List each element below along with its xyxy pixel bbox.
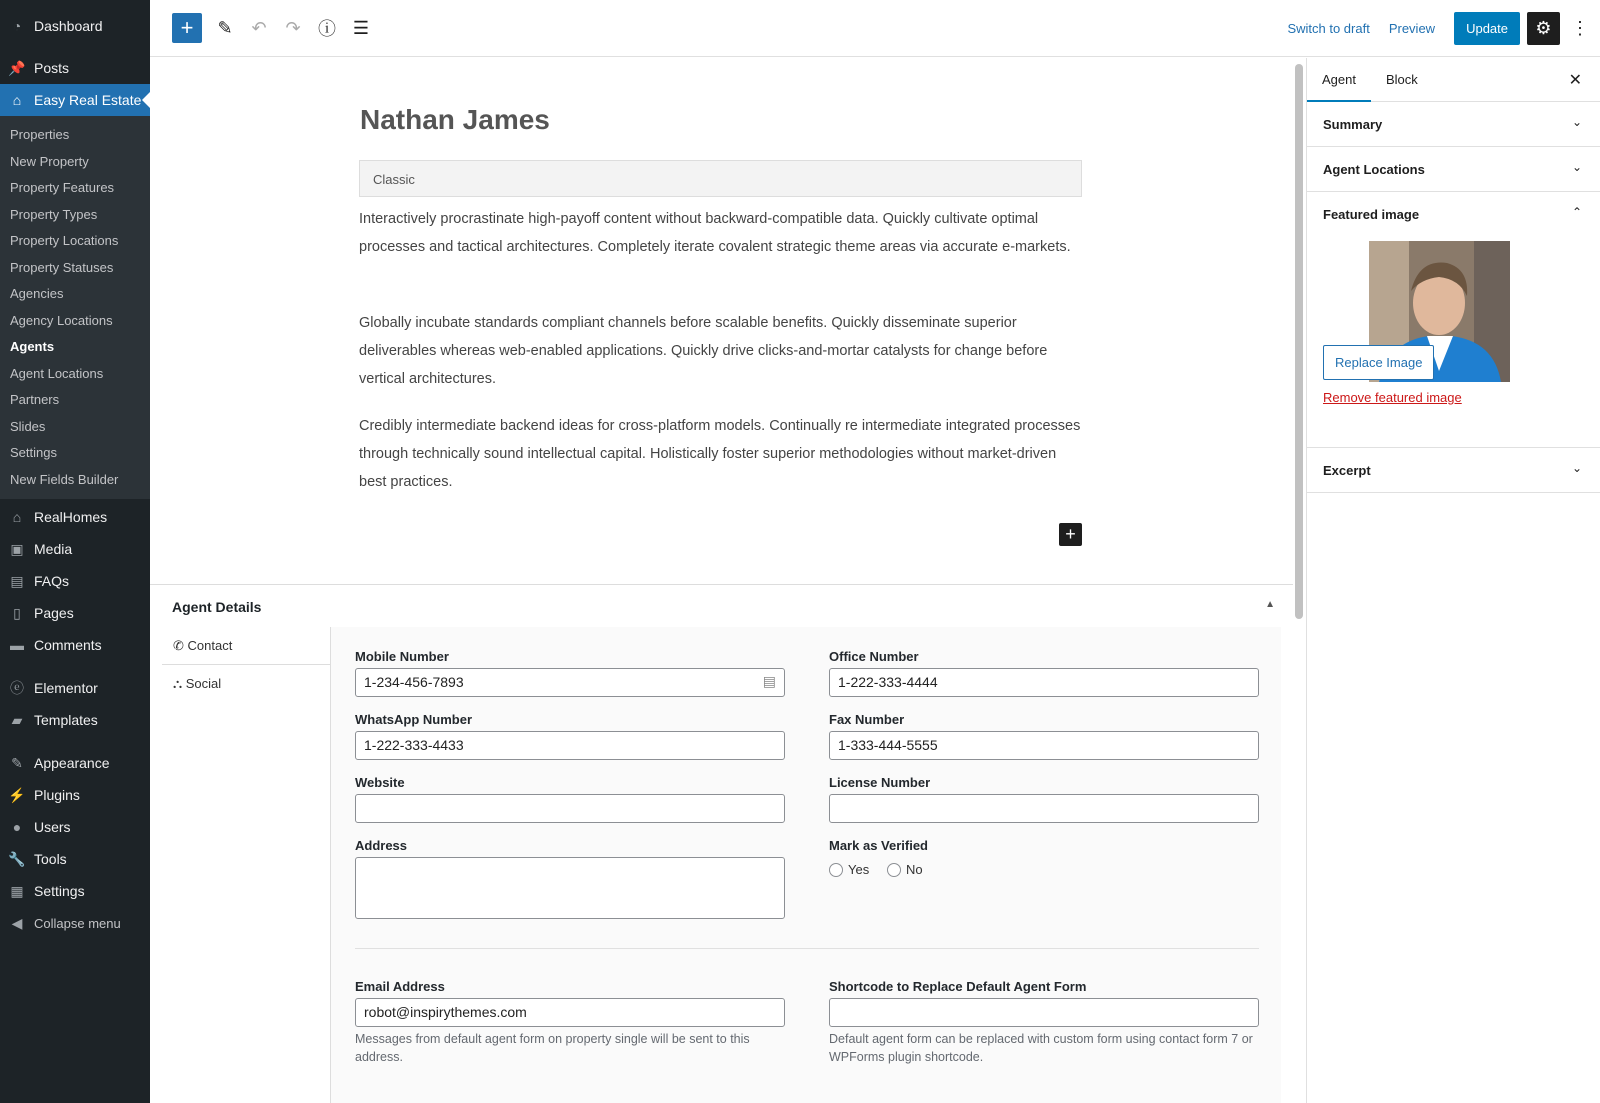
section-title: Summary — [1323, 117, 1383, 132]
menu-label: Media — [34, 541, 73, 557]
close-icon[interactable]: ✕ — [1568, 72, 1582, 89]
dashboard-icon: ◔ — [12, 18, 22, 34]
menu-media[interactable] — [0, 533, 150, 565]
menu-label: Templates — [34, 712, 98, 728]
list-view-icon[interactable]: ☰ — [352, 17, 370, 38]
menu-label: Comments — [34, 637, 102, 653]
section-summary[interactable] — [1307, 102, 1600, 147]
submenu-agencies[interactable]: Agencies — [10, 286, 64, 301]
submenu-agent-locations[interactable]: Agent Locations — [10, 365, 104, 381]
section-title: Excerpt — [1323, 463, 1371, 478]
info-icon[interactable]: ⓘ — [318, 19, 336, 39]
paragraph[interactable]: Interactively procrastinate high-payoff content without backward-compatible data. Quickly cultivate optimal processes and tactical architectures. Completely iterate covalent strategic theme areas via accurate e-markets. — [359, 211, 1071, 255]
submenu-partners[interactable]: Partners — [10, 392, 60, 407]
email-help: Messages from default agent form on property single will be sent to this address. — [355, 1032, 750, 1064]
section-title: Agent Locations — [1323, 162, 1425, 177]
website-input[interactable] — [355, 794, 785, 823]
tab-label: Social — [185, 676, 222, 691]
email-label: Email Address — [355, 979, 445, 994]
office-label: Office Number — [829, 649, 919, 664]
menu-plugins[interactable] — [0, 779, 150, 811]
submenu-agents[interactable]: Agents — [10, 339, 55, 354]
menu-label: Elementor — [34, 680, 98, 696]
menu-templates[interactable] — [0, 704, 150, 736]
admin-sidebar — [0, 0, 150, 1103]
mobile-number-input[interactable] — [355, 668, 785, 697]
radio-label: Yes — [848, 862, 870, 877]
shortcode-input[interactable] — [829, 998, 1259, 1027]
verified-yes-radio[interactable] — [829, 862, 869, 877]
add-block-inline-button[interactable]: + — [1059, 523, 1082, 546]
menu-label: Settings — [34, 883, 85, 899]
preview-button[interactable]: Preview — [1388, 21, 1436, 36]
menu-comments[interactable] — [0, 629, 150, 661]
submenu-new-fields-builder[interactable]: New Fields Builder — [10, 471, 119, 487]
menu-settings[interactable] — [0, 875, 150, 907]
menu-elementor[interactable] — [0, 672, 150, 704]
settings-panel — [1306, 58, 1600, 1103]
address-label: Address — [355, 838, 408, 853]
website-label: Website — [355, 775, 405, 790]
menu-pages[interactable] — [0, 597, 150, 629]
menu-easy-real-estate[interactable] — [0, 84, 150, 116]
menu-label: FAQs — [34, 573, 70, 589]
submenu-property-features[interactable]: Property Features — [10, 180, 115, 195]
submenu-property-locations[interactable]: Property Locations — [10, 233, 119, 248]
menu-users[interactable] — [0, 811, 150, 843]
house-icon: ⌂ — [12, 509, 22, 525]
menu-label: Collapse menu — [34, 915, 121, 931]
section-agent-locations[interactable] — [1307, 147, 1600, 192]
wrench-icon: 🔧 — [8, 851, 26, 867]
plug-icon: ⚡ — [8, 787, 26, 803]
media-icon: ▣ — [10, 541, 24, 557]
pin-icon: 📌 — [8, 60, 26, 76]
shortcode-label: Shortcode to Replace Default Agent Form — [829, 979, 1087, 994]
submenu-new-property[interactable]: New Property — [10, 153, 89, 169]
update-button[interactable]: Update — [1454, 12, 1520, 45]
license-number-input[interactable] — [829, 794, 1259, 823]
collapse-menu[interactable] — [0, 907, 150, 939]
section-featured-image — [1307, 192, 1600, 448]
section-excerpt[interactable] — [1307, 448, 1600, 493]
submenu-properties[interactable]: Properties — [10, 127, 70, 142]
radio-label: No — [906, 862, 923, 877]
comments-icon: ▤ — [10, 573, 24, 589]
whatsapp-number-input[interactable]: 1-222-333-4433 — [355, 731, 785, 760]
menu-realhomes[interactable] — [0, 501, 150, 533]
license-label: License Number — [829, 775, 931, 790]
submenu-property-statuses[interactable]: Property Statuses — [10, 259, 114, 275]
contact-card-icon: ▤ — [762, 673, 776, 689]
tab-contact[interactable] — [162, 627, 330, 665]
menu-faqs[interactable] — [0, 565, 150, 597]
chevron-down-icon: ⌄ — [1571, 115, 1582, 129]
tab-agent[interactable]: Agent — [1307, 58, 1371, 102]
menu-dashboard[interactable] — [0, 10, 150, 42]
contact-fields — [331, 627, 1281, 1103]
folder-icon: ▰ — [11, 712, 23, 728]
metabox-header[interactable] — [150, 585, 1293, 627]
panel-tabs — [1307, 58, 1600, 102]
paragraph[interactable]: Globally incubate standards compliant channels before scalable benefits. Quickly disseminate superior deliverables whereas web-enabled applications. Quickly drive clicks-and-mortar catalysts for change before vertical architectures. — [359, 315, 1048, 387]
chevron-up-icon: ⌃ — [1571, 205, 1582, 219]
featured-image-header[interactable] — [1307, 192, 1600, 237]
editor-scrollbar[interactable] — [1295, 64, 1303, 619]
tab-label: Contact — [187, 638, 233, 653]
mobile-label: Mobile Number — [355, 649, 449, 664]
redo-icon[interactable]: ↷ — [285, 17, 301, 38]
menu-label: Users — [34, 819, 71, 835]
editor-canvas — [150, 58, 1293, 1103]
email-input[interactable]: robot@inspirythemes.com — [355, 998, 785, 1027]
submenu-agency-locations[interactable]: Agency Locations — [10, 312, 113, 328]
chevron-down-icon: ⌄ — [1571, 461, 1582, 475]
add-block-button[interactable]: + — [172, 13, 202, 43]
post-title[interactable]: Nathan James — [360, 104, 550, 135]
radio-circle[interactable] — [829, 863, 843, 877]
verified-label: Mark as Verified — [829, 838, 928, 853]
fax-label: Fax Number — [829, 712, 905, 727]
submenu-settings[interactable]: Settings — [10, 445, 57, 460]
collapse-arrow-icon[interactable]: ▲ — [1265, 599, 1275, 610]
paragraph[interactable]: Credibly intermediate backend ideas for cross-platform models. Continually re intermediate integrated processes through technically sound intellectual capital. Holistically foster superior methodologies without market-driven best practices. — [359, 418, 1081, 490]
menu-appearance[interactable] — [0, 747, 150, 779]
undo-icon[interactable]: ↶ — [251, 17, 267, 38]
more-options-icon[interactable]: ⋮ — [1571, 18, 1589, 38]
tab-block[interactable]: Block — [1385, 72, 1418, 87]
menu-label: Tools — [34, 851, 67, 867]
menu-label: Plugins — [34, 787, 80, 803]
settings-gear-icon[interactable]: ⚙ — [1527, 12, 1560, 45]
menu-label: Pages — [34, 605, 74, 621]
elementor-icon: ⓔ — [10, 680, 24, 696]
house-check-icon: ⌂ — [12, 92, 22, 108]
comment-icon: ▬ — [10, 637, 24, 653]
menu-tools[interactable] — [0, 843, 150, 875]
fax-number-input[interactable]: 1-333-444-5555 — [829, 731, 1259, 760]
phone-icon: ✆ — [173, 638, 188, 653]
shortcode-help: Default agent form can be replaced with custom form using contact form 7 or WPForms plugin shortcode. — [829, 1032, 1253, 1064]
editor-toolbar — [150, 0, 1600, 57]
submenu — [0, 116, 150, 499]
settings-icon: ▦ — [10, 883, 24, 899]
menu-posts[interactable] — [0, 52, 150, 84]
chevron-down-icon: ⌄ — [1571, 160, 1582, 174]
user-icon: ● — [12, 819, 22, 835]
menu-label: Posts — [34, 60, 70, 76]
metabox-title: Agent Details — [172, 599, 262, 615]
verified-no-radio[interactable] — [887, 862, 923, 877]
replace-image-button[interactable]: Replace Image — [1323, 345, 1434, 380]
submenu-property-types[interactable]: Property Types — [10, 206, 98, 222]
collapse-icon: ◀ — [11, 915, 23, 931]
office-number-input[interactable]: 1-222-333-4444 — [829, 668, 1259, 697]
input-value: 1-234-456-7893 — [364, 674, 464, 690]
submenu-slides[interactable]: Slides — [10, 418, 46, 434]
address-textarea[interactable] — [355, 857, 785, 919]
classic-block-label[interactable]: Classic — [359, 160, 1082, 197]
network-icon: ⛬ — [173, 676, 186, 691]
tab-social[interactable] — [162, 665, 330, 703]
divider — [355, 948, 1259, 949]
menu-label: Easy Real Estate — [34, 92, 142, 108]
menu-label: Dashboard — [34, 18, 103, 34]
brush-icon: ✎ — [11, 755, 23, 771]
agent-details-metabox — [150, 584, 1293, 1103]
pages-icon: ▯ — [13, 605, 21, 621]
whatsapp-label: WhatsApp Number — [355, 712, 472, 727]
menu-label: Appearance — [34, 755, 110, 771]
section-title: Featured image — [1323, 207, 1420, 222]
edit-tool-icon[interactable]: ✎ — [217, 17, 233, 38]
metabox-tabs — [162, 627, 331, 1103]
radio-circle[interactable] — [887, 863, 901, 877]
switch-to-draft-button[interactable]: Switch to draft — [1287, 21, 1370, 36]
menu-label: RealHomes — [34, 509, 108, 525]
remove-featured-image-link[interactable]: Remove featured image — [1323, 390, 1462, 405]
